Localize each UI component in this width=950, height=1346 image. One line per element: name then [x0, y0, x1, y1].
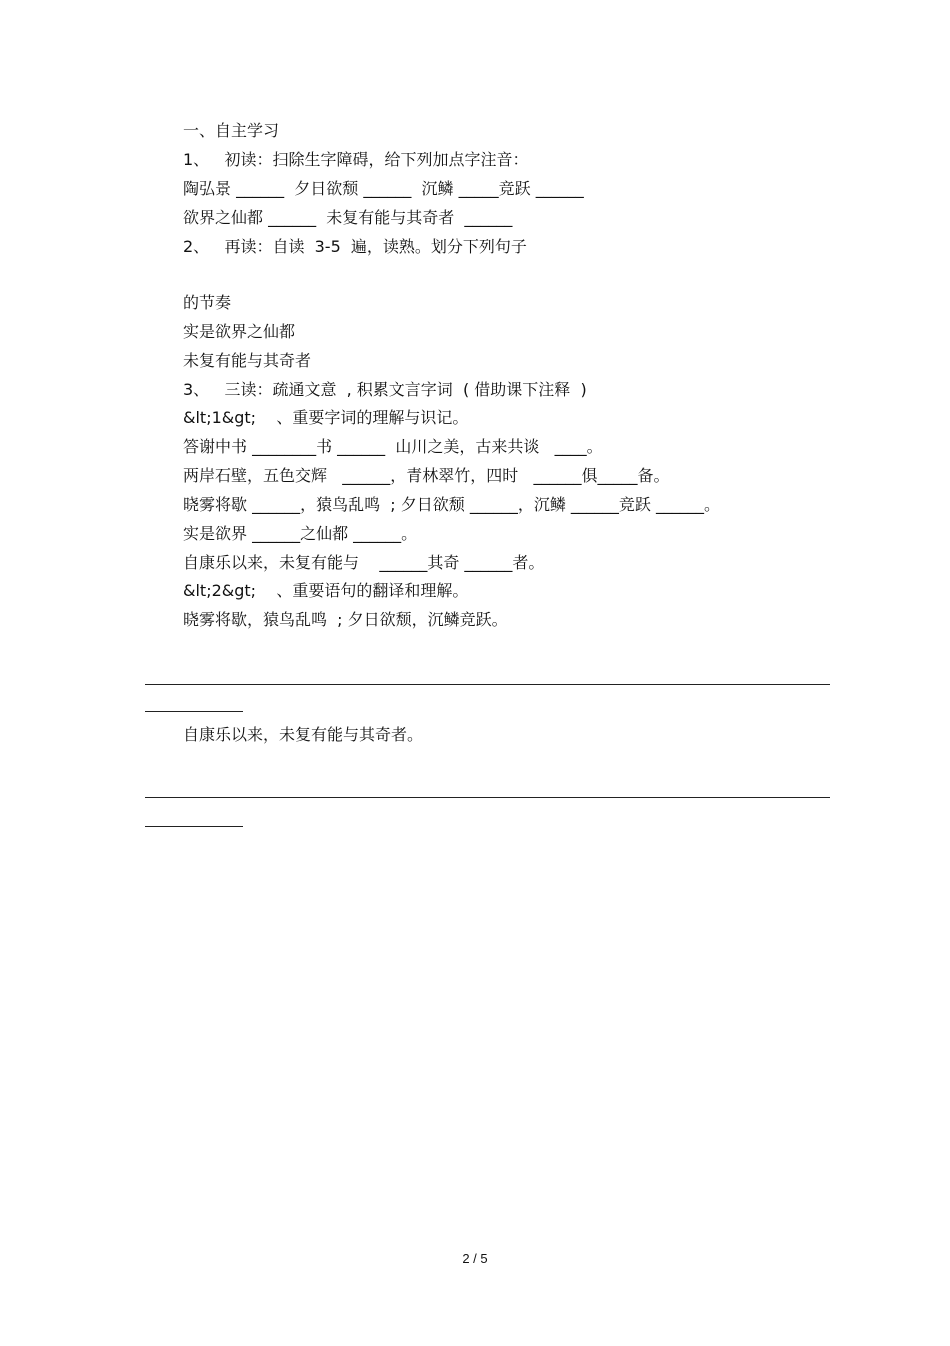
- page-number: 2 / 5: [462, 1251, 488, 1266]
- answer-line-continuation[interactable]: [145, 826, 243, 827]
- task-1-instruction: 1、 初读：扫除生字障碍，给下列加点字注音：: [183, 150, 529, 169]
- vocab-line-2: 两岸石壁，五色交辉 ______，青林翠竹，四时 ______俱_____备。: [183, 466, 670, 485]
- translation-sentence-2: 自康乐以来，未复有能与其奇者。: [183, 725, 424, 744]
- pinyin-line-1: 陶弘景 ______ 夕日欲颓 ______ 沉鳞 _____竞跃 ______: [183, 179, 584, 198]
- vocab-line-5: 自康乐以来，未复有能与 ______其奇 ______者。: [183, 553, 545, 572]
- vocab-line-4: 实是欲界 ______之仙都 ______。: [183, 524, 418, 543]
- rhythm-sentence-2: 未复有能与其奇者: [183, 351, 312, 370]
- vocab-line-1: 答谢中书 ________书 ______ 山川之美，古来共谈 ____。: [183, 437, 603, 456]
- task-3-instruction: 3、 三读：疏通文意 , 积累文言字词 ( 借助课下注释 ): [183, 380, 587, 399]
- task-2-instruction: 2、 再读：自读 3-5 遍，读熟。划分下列句子: [183, 237, 527, 256]
- pinyin-line-2: 欲界之仙都 ______ 未复有能与其奇者 ______: [183, 208, 513, 227]
- vocab-line-3: 晓雾将歇 ______，猿鸟乱鸣 ; 夕日欲颓 ______，沉鳞 ______竞跃 ______。: [183, 495, 720, 514]
- subsection-2-heading: &lt;2&gt; 、重要语句的翻译和理解。: [183, 581, 469, 600]
- translation-sentence-1: 晓雾将歇，猿鸟乱鸣 ; 夕日欲颓，沉鳞竞跃。: [183, 610, 508, 629]
- answer-line[interactable]: [145, 684, 830, 685]
- answer-line[interactable]: [145, 797, 830, 798]
- answer-line-continuation[interactable]: [145, 711, 243, 712]
- rhythm-sentence-1: 实是欲界之仙都: [183, 322, 296, 341]
- section-heading: 一、自主学习: [183, 121, 280, 140]
- task-2-continuation: 的节奏: [183, 293, 232, 312]
- subsection-1-heading: &lt;1&gt; 、重要字词的理解与识记。: [183, 408, 469, 427]
